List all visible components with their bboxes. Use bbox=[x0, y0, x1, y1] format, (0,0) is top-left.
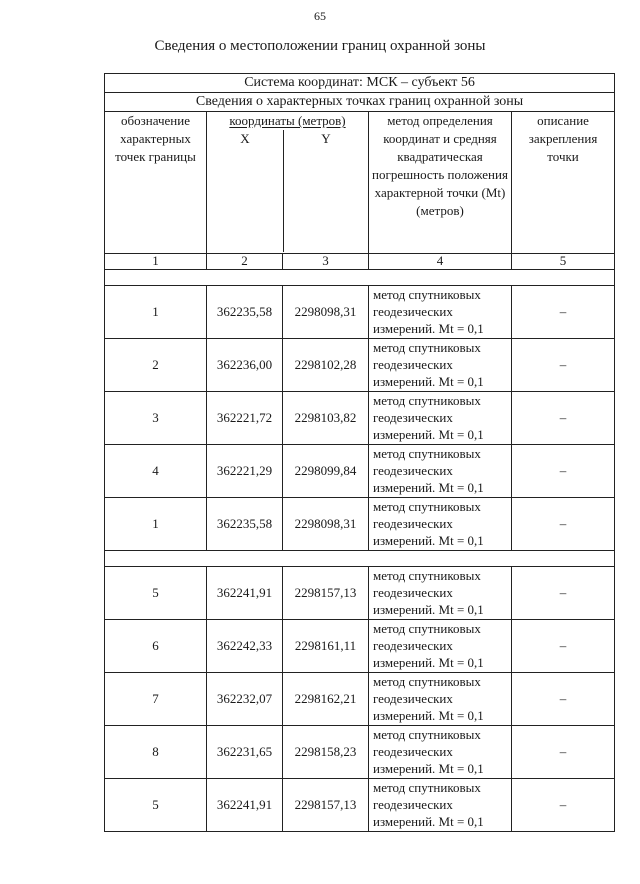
page-number: 65 bbox=[314, 9, 326, 23]
table-row bbox=[105, 620, 615, 673]
method-cell: метод спутниковых геодезических измерений. Mt = 0,1 bbox=[369, 286, 512, 339]
group-separator-row bbox=[105, 270, 615, 286]
y-coordinate-cell: 2298102,28 bbox=[283, 339, 369, 392]
x-coordinate-cell: 362235,58 bbox=[207, 286, 283, 339]
table-row bbox=[105, 286, 615, 339]
method-cell: метод спутниковых геодезических измерений. Mt = 0,1 bbox=[369, 567, 512, 620]
y-coordinate-cell: 2298098,31 bbox=[283, 286, 369, 339]
header-coordinates bbox=[207, 112, 369, 254]
point-cell: 3 bbox=[105, 392, 207, 445]
x-coordinate-cell: 362241,91 bbox=[207, 567, 283, 620]
description-cell: – bbox=[512, 392, 615, 445]
x-coordinate-cell: 362235,58 bbox=[207, 498, 283, 551]
header-x: X bbox=[207, 130, 284, 252]
y-coordinate-cell: 2298098,31 bbox=[283, 498, 369, 551]
point-cell: 6 bbox=[105, 620, 207, 673]
point-cell: 2 bbox=[105, 339, 207, 392]
y-coordinate-cell: 2298103,82 bbox=[283, 392, 369, 445]
point-cell: 8 bbox=[105, 726, 207, 779]
header-xy bbox=[207, 130, 368, 252]
method-cell: метод спутниковых геодезических измерений. Mt = 0,1 bbox=[369, 339, 512, 392]
header-y: Y bbox=[321, 131, 331, 146]
method-cell: метод спутниковых геодезических измерений. Mt = 0,1 bbox=[369, 779, 512, 832]
description-cell: – bbox=[512, 339, 615, 392]
y-coordinate-cell: 2298099,84 bbox=[283, 445, 369, 498]
table-row bbox=[105, 726, 615, 779]
x-coordinate-cell: 362242,33 bbox=[207, 620, 283, 673]
column-header-row bbox=[105, 112, 615, 254]
group-separator bbox=[105, 551, 615, 567]
y-coordinate-cell: 2298161,11 bbox=[283, 620, 369, 673]
point-cell: 5 bbox=[105, 567, 207, 620]
table-row bbox=[105, 339, 615, 392]
table-row bbox=[105, 498, 615, 551]
x-coordinate-cell: 362236,00 bbox=[207, 339, 283, 392]
points-info-header: Сведения о характерных точках границ охранной зоны bbox=[105, 93, 615, 112]
method-cell: метод спутниковых геодезических измерений. Mt = 0,1 bbox=[369, 445, 512, 498]
group-separator-row bbox=[105, 551, 615, 567]
table-row bbox=[105, 673, 615, 726]
description-cell: – bbox=[512, 445, 615, 498]
description-cell: – bbox=[512, 673, 615, 726]
method-cell: метод спутниковых геодезических измерений. Mt = 0,1 bbox=[369, 620, 512, 673]
column-number-row bbox=[105, 254, 615, 270]
column-number: 5 bbox=[512, 254, 615, 270]
header-description: описание закрепления точки bbox=[512, 112, 615, 254]
document-title: Сведения о местоположении границ охранной зоны bbox=[154, 38, 486, 54]
table-row bbox=[105, 445, 615, 498]
description-cell: – bbox=[512, 286, 615, 339]
y-coordinate-cell: 2298162,21 bbox=[283, 673, 369, 726]
header-method: метод определения координат и средняя квадратическая погрешность положения характерной точки (Mt) (метров) bbox=[369, 112, 512, 254]
method-cell: метод спутниковых геодезических измерений. Mt = 0,1 bbox=[369, 498, 512, 551]
boundary-points-table bbox=[104, 73, 615, 832]
point-cell: 1 bbox=[105, 286, 207, 339]
header-coordinates-label: координаты (метров) bbox=[229, 113, 346, 128]
table-row bbox=[105, 392, 615, 445]
method-cell: метод спутниковых геодезических измерений. Mt = 0,1 bbox=[369, 673, 512, 726]
x-coordinate-cell: 362221,29 bbox=[207, 445, 283, 498]
system-header-row bbox=[105, 74, 615, 93]
column-number: 2 bbox=[207, 254, 283, 270]
description-cell: – bbox=[512, 779, 615, 832]
points-header-row bbox=[105, 93, 615, 112]
method-cell: метод спутниковых геодезических измерений. Mt = 0,1 bbox=[369, 726, 512, 779]
description-cell: – bbox=[512, 567, 615, 620]
method-cell: метод спутниковых геодезических измерений. Mt = 0,1 bbox=[369, 392, 512, 445]
description-cell: – bbox=[512, 620, 615, 673]
table-row bbox=[105, 779, 615, 832]
column-number: 1 bbox=[105, 254, 207, 270]
table-row bbox=[105, 567, 615, 620]
point-cell: 5 bbox=[105, 779, 207, 832]
x-coordinate-cell: 362231,65 bbox=[207, 726, 283, 779]
point-cell: 4 bbox=[105, 445, 207, 498]
description-cell: – bbox=[512, 498, 615, 551]
column-number: 4 bbox=[369, 254, 512, 270]
x-coordinate-cell: 362221,72 bbox=[207, 392, 283, 445]
column-number: 3 bbox=[283, 254, 369, 270]
y-coordinate-cell: 2298158,23 bbox=[283, 726, 369, 779]
x-coordinate-cell: 362241,91 bbox=[207, 779, 283, 832]
x-coordinate-cell: 362232,07 bbox=[207, 673, 283, 726]
point-cell: 7 bbox=[105, 673, 207, 726]
group-separator bbox=[105, 270, 615, 286]
y-coordinate-cell: 2298157,13 bbox=[283, 779, 369, 832]
point-cell: 1 bbox=[105, 498, 207, 551]
coordinate-system-header: Система координат: МСК – субъект 56 bbox=[105, 74, 615, 93]
header-designation: обозначение характерных точек границы bbox=[105, 112, 207, 254]
description-cell: – bbox=[512, 726, 615, 779]
y-coordinate-cell: 2298157,13 bbox=[283, 567, 369, 620]
